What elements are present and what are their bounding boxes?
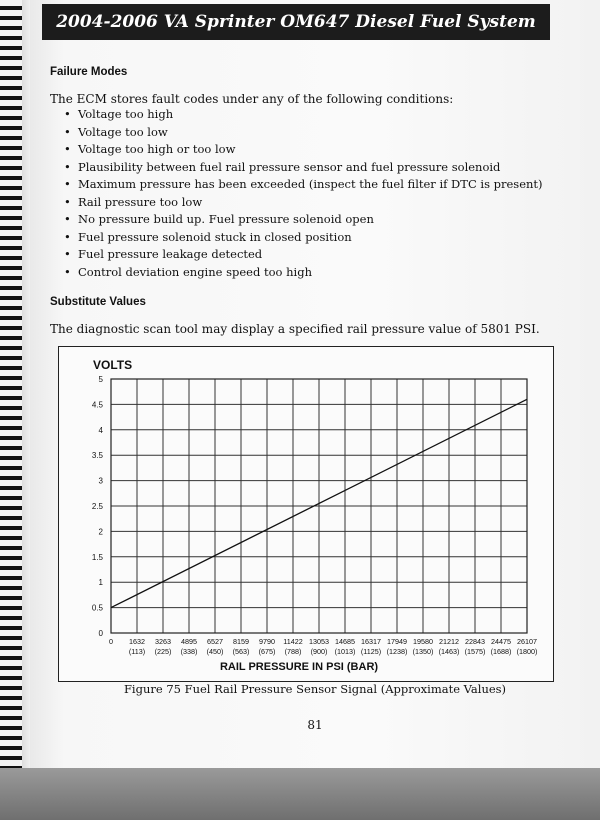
list-item: • Maximum pressure has been exceeded (inspect the fuel filter if DTC is present) [58,176,543,194]
y-tick-label: 4 [98,425,103,435]
x-tick-label-bar: (338) [180,647,198,656]
y-tick-label: 4.5 [91,400,103,410]
table-background [0,768,600,820]
list-item: • Rail pressure too low [58,194,543,212]
x-tick-label-psi: 11422 [283,637,303,646]
x-tick-label-bar: (1125) [360,647,382,656]
x-tick-label-bar: (1575) [464,647,486,656]
x-tick-label-psi: 4895 [181,637,197,646]
x-tick-label-psi: 24475 [491,637,511,646]
failure-modes-heading: Failure Modes [50,66,128,78]
y-tick-label: 3 [98,476,103,486]
x-tick-label-bar: (1013) [334,647,356,656]
x-tick-label-bar: (113) [128,647,146,656]
x-tick-label-psi: 6527 [207,637,223,646]
x-tick-label-psi: 16317 [361,637,381,646]
x-axis-label: RAIL PRESSURE IN PSI (BAR) [219,661,379,673]
x-tick-label-bar: (450) [206,647,224,656]
x-tick-label-psi: 3263 [155,637,171,646]
y-tick-label: 1.5 [91,552,103,562]
substitute-values-heading: Substitute Values [50,296,146,308]
failure-modes-list [58,106,543,281]
page-header [42,4,550,40]
list-item: • Control deviation engine speed too high [58,264,543,282]
voltage-chart [59,347,553,681]
chart-title: VOLTS [93,358,133,372]
x-tick-label-psi: 9790 [259,637,275,646]
x-tick-label-bar: (1238) [386,647,408,656]
manual-page [30,0,600,768]
x-tick-label-bar: (1463) [438,647,460,656]
x-tick-label-psi: 13053 [309,637,329,646]
y-tick-label: 2 [98,527,103,537]
list-item: • Voltage too low [58,124,543,142]
x-tick-label-psi: 22843 [465,637,485,646]
chart-frame [58,346,554,682]
y-tick-label: 3.5 [91,451,103,461]
header-title: 2004-2006 VA Sprinter OM647 Diesel Fuel System [56,12,536,32]
x-tick-label-psi: 21212 [439,637,459,646]
substitute-values-text: The diagnostic scan tool may display a specified rail pressure value of 5801 PSI. [50,322,540,336]
list-item: • Voltage too high or too low [58,141,543,159]
spiral-binding [0,0,30,768]
failure-modes-intro: The ECM stores fault codes under any of the following conditions: [50,92,454,106]
y-tick-label: 1 [98,578,103,588]
y-tick-label: 5 [98,375,103,384]
page-number: 81 [307,718,323,732]
x-tick-label-bar: (1688) [490,647,512,656]
y-tick-label: 0.5 [91,603,103,613]
y-tick-label: 2.5 [91,502,103,511]
x-tick-label-bar: (675) [258,647,276,656]
list-item: • Fuel pressure leakage detected [58,246,543,264]
x-tick-label-bar: (1800) [516,647,538,656]
x-tick-label-psi: 0 [109,637,113,646]
list-item: • Fuel pressure solenoid stuck in closed position [58,229,543,247]
x-tick-label-bar: (563) [232,647,250,656]
x-tick-label-psi: 8159 [233,637,249,646]
y-tick-label: 0 [98,629,103,638]
list-item: • No pressure build up. Fuel pressure solenoid open [58,211,543,229]
x-tick-label-psi: 1632 [129,637,145,646]
x-tick-label-psi: 19580 [413,637,433,646]
list-item: • Voltage too high [58,106,543,124]
x-tick-label-psi: 17949 [387,637,407,646]
x-tick-label-bar: (225) [154,647,172,656]
x-tick-label-bar: (1350) [412,647,434,656]
x-tick-label-bar: (900) [310,647,328,656]
x-tick-label-psi: 26107 [517,637,537,646]
x-tick-label-psi: 14685 [335,637,355,646]
figure-caption: Figure 75 Fuel Rail Pressure Sensor Signal (Approximate Values) [123,682,507,696]
x-tick-label-bar: (788) [284,647,302,656]
list-item: • Plausibility between fuel rail pressure sensor and fuel pressure solenoid [58,159,543,177]
